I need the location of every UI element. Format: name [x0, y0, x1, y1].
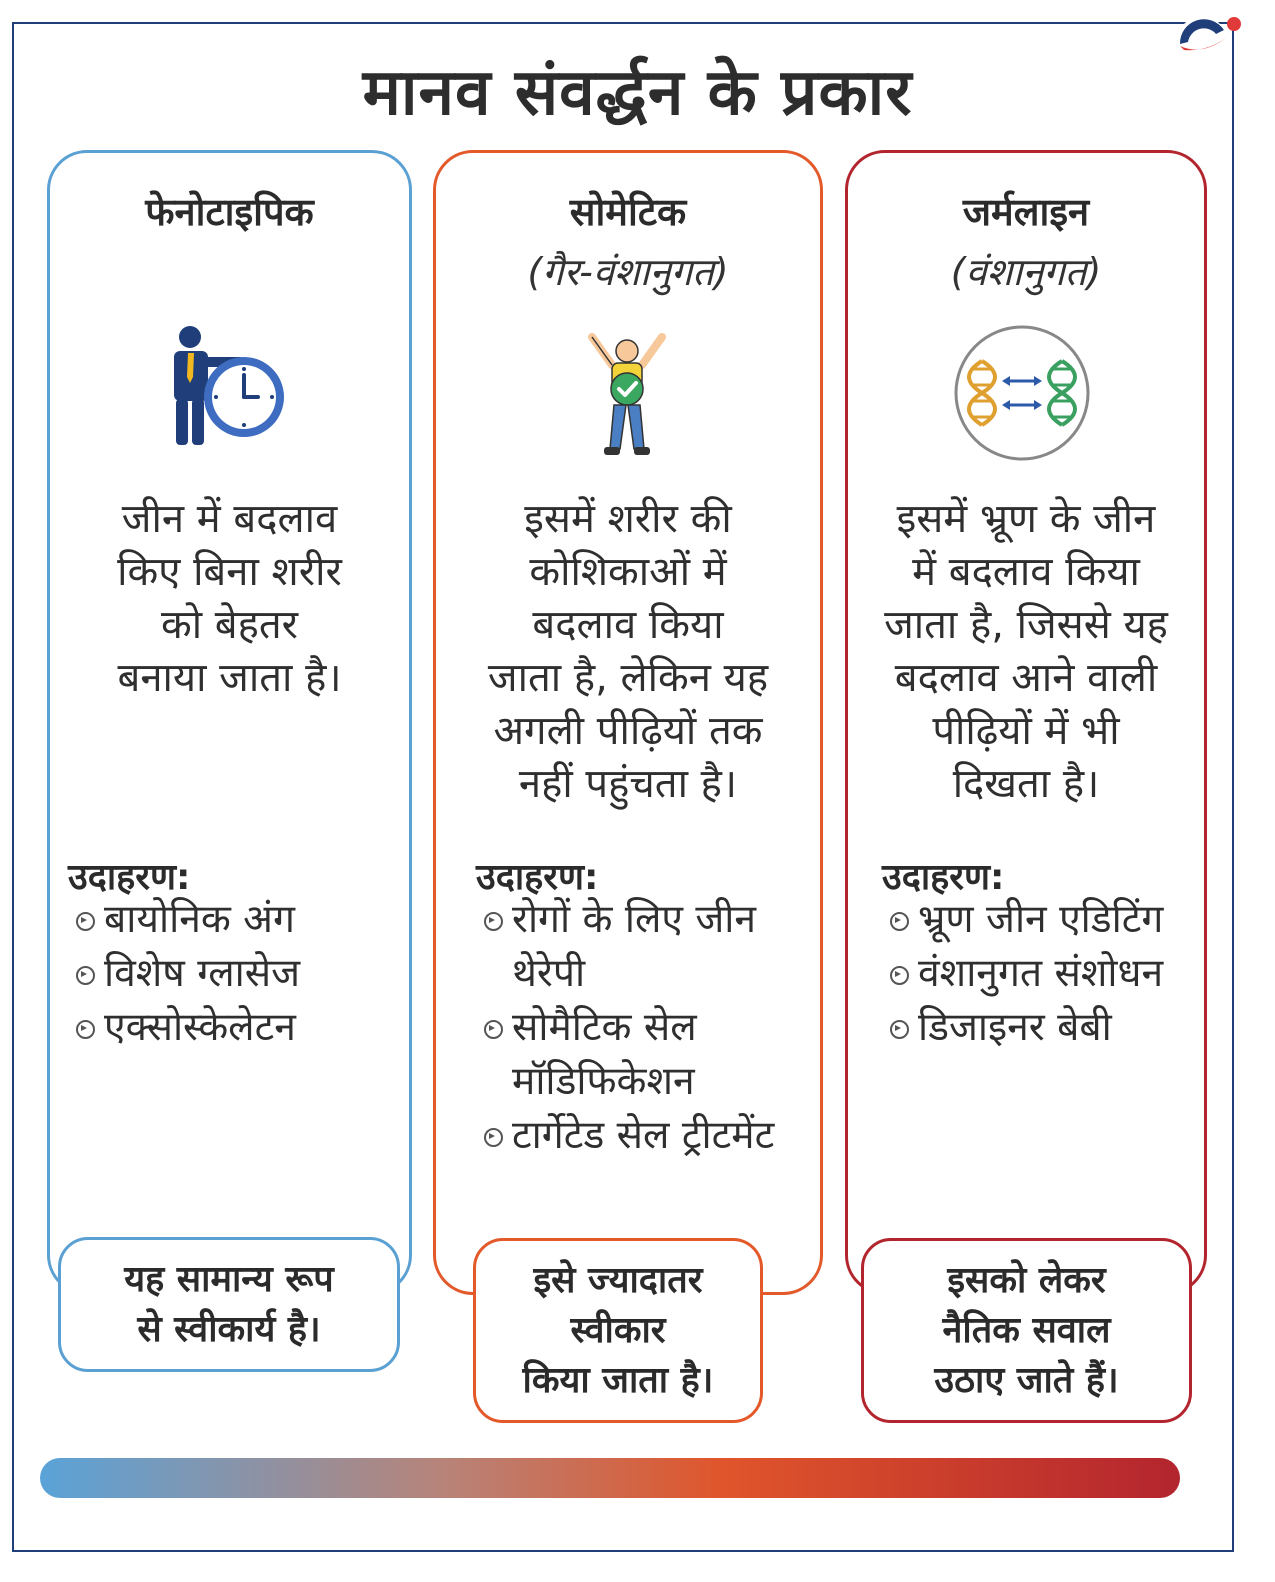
card-description: इसमें भ्रूण के जीन में बदलाव किया जाता है, जिससे यह बदलाव आने वाली पीढ़ियों में भी दिखता है।: [884, 496, 1168, 807]
list-item: विशेष ग्लासेज: [72, 947, 412, 1001]
card-title: जर्मलाइन: [962, 190, 1090, 234]
note-somatic: इसे ज्यादातर स्वीकार किया जाता है।: [473, 1238, 763, 1423]
card-subtitle: (गैर-वंशानुगत): [527, 250, 729, 294]
list-item: वंशानुगत संशोधन: [886, 947, 1196, 1001]
list-item: टार्गेटेड सेल ट्रीटमेंट: [480, 1109, 800, 1163]
list-item: एक्सोस्केलेटन: [72, 1001, 412, 1055]
card-title: फेनोटाइपिक: [145, 190, 314, 234]
dna-exchange-icon: [952, 323, 1092, 463]
list-item: भ्रूण जीन एडिटिंग: [886, 893, 1196, 947]
card-germline: [845, 150, 1207, 1295]
list-item: बायोनिक अंग: [72, 893, 412, 947]
card-somatic: [433, 150, 823, 1295]
examples-title: उदाहरण:: [882, 857, 1005, 898]
gradient-bar: [40, 1458, 1180, 1498]
list-item: रोगों के लिए जीन थेरेपी: [480, 893, 800, 1001]
examples-list: [480, 893, 800, 1163]
list-item: डिजाइनर बेबी: [886, 1001, 1196, 1055]
examples-list: [72, 893, 412, 1055]
card-subtitle: (वंशानुगत): [950, 250, 1102, 294]
list-item: सोमैटिक सेल मॉडिफिकेशन: [480, 1001, 800, 1109]
examples-title: उदाहरण:: [68, 857, 191, 898]
page-title: मानव संवर्द्धन के प्रकार: [362, 56, 913, 130]
card-title: सोमेटिक: [569, 190, 687, 234]
examples-title: उदाहरण:: [476, 857, 599, 898]
person-checkmark-icon: [584, 329, 670, 457]
note-phenotypic: यह सामान्य रूप से स्वीकार्य है।: [58, 1237, 400, 1372]
examples-list: [886, 893, 1196, 1055]
businessman-clock-icon: [160, 325, 290, 449]
card-description: जीन में बदलाव किए बिना शरीर को बेहतर बनाया जाता है।: [117, 496, 342, 701]
note-germline: इसको लेकर नैतिक सवाल उठाए जाते हैं।: [861, 1238, 1192, 1423]
card-phenotypic: [47, 150, 412, 1295]
card-description: इसमें शरीर की कोशिकाओं में बदलाव किया जाता है, लेकिन यह अगली पीढ़ियों तक नहीं पहुंचता है।: [487, 496, 769, 807]
